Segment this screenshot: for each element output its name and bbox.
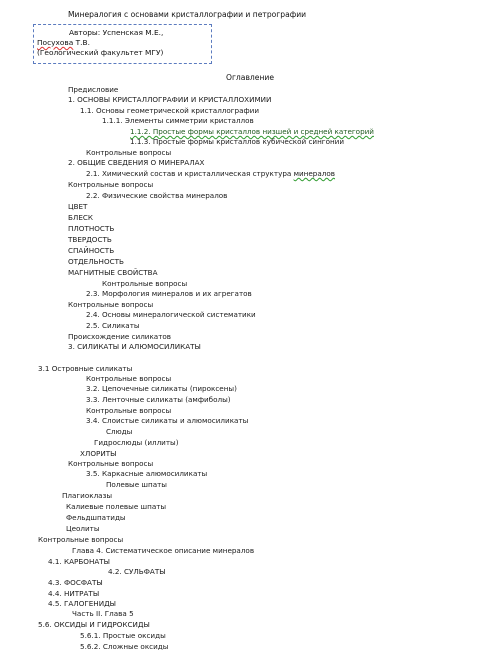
toc-entry[interactable]: 1.1.3. Простые формы кристаллов кубической сингонии (130, 137, 345, 146)
toc-entry[interactable]: 5.6.1. Простые оксиды (80, 631, 166, 640)
toc-entry[interactable]: СПАЙНОСТЬ (68, 246, 115, 255)
toc-entry[interactable]: БЛЕСК (68, 213, 93, 222)
toc-entry[interactable]: 1. ОСНОВЫ КРИСТАЛЛОГРАФИИ И КРИСТАЛЛОХИМИИ (68, 95, 272, 104)
toc-entry[interactable]: 2.2. Физические свойства минералов (86, 191, 228, 200)
toc-entry[interactable]: 5.6.2. Сложные оксиды (80, 642, 169, 651)
authors-text-box[interactable] (33, 24, 212, 64)
toc-entry[interactable]: Контрольные вопросы (86, 406, 172, 415)
toc-entry[interactable]: Фельдшпатиды (66, 513, 126, 522)
toc-entry[interactable]: Контрольные вопросы (38, 535, 124, 544)
toc-entry[interactable]: 3.3. Ленточные силикаты (амфиболы) (86, 395, 231, 404)
toc-entry[interactable]: Глава 4. Систематическое описание минералов (72, 546, 255, 555)
misspelled-author-name: Посухова (37, 38, 74, 47)
toc-entry[interactable]: Слюды (106, 427, 133, 436)
toc-entry[interactable]: Происхождение силикатов (68, 332, 172, 341)
toc-entry[interactable]: 4.2. СУЛЬФАТЫ (108, 567, 166, 576)
toc-entry[interactable]: ЦВЕТ (68, 202, 88, 211)
toc-entry[interactable]: Контрольные вопросы (68, 459, 154, 468)
toc-entry[interactable]: МАГНИТНЫЕ СВОЙСТВА (68, 268, 158, 277)
toc-entry[interactable]: Предисловие (68, 85, 119, 94)
grammar-flagged-word: минералов (293, 169, 336, 178)
authors-line: Авторы: Успенская М.Е., (69, 28, 164, 37)
toc-entry[interactable]: 4.3. ФОСФАТЫ (48, 578, 103, 587)
toc-entry[interactable]: Калиевые полевые шпаты (66, 502, 167, 511)
toc-entry[interactable]: 1.1. Основы геометрической кристаллографии (80, 106, 260, 115)
toc-entry[interactable]: ПЛОТНОСТЬ (68, 224, 115, 233)
toc-entry-grammar-flagged[interactable]: 1.1.2. Простые формы кристаллов низшей и средней категорий (130, 127, 374, 136)
toc-entry[interactable]: 2.4. Основы минералогической систематики (86, 310, 256, 319)
toc-entry[interactable]: Контрольные вопросы (68, 180, 154, 189)
toc-entry[interactable]: Часть II. Глава 5 (72, 609, 134, 618)
book-title: Минералогия с основами кристаллографии и петрографии (68, 10, 307, 19)
toc-entry[interactable]: 4.1. КАРБОНАТЫ (48, 557, 110, 566)
toc-entry[interactable]: 2.3. Морфология минералов и их агрегатов (86, 289, 252, 298)
toc-entry[interactable]: 2. ОБЩИЕ СВЕДЕНИЯ О МИНЕРАЛАХ (68, 158, 205, 167)
toc-entry[interactable]: 1.1.1. Элементы симметрии кристаллов (102, 116, 254, 125)
toc-entry[interactable]: 2.5. Силикаты (86, 321, 140, 330)
toc-entry[interactable]: 4.5. ГАЛОГЕНИДЫ (48, 599, 117, 608)
toc-entry[interactable]: Плагиоклазы (62, 491, 113, 500)
toc-entry[interactable]: Контрольные вопросы (68, 300, 154, 309)
toc-entry[interactable]: 4.4. НИТРАТЫ (48, 589, 100, 598)
toc-heading: Оглавление (225, 73, 275, 82)
author-initials: Т.В. (73, 38, 90, 47)
toc-entry[interactable]: ОТДЕЛЬНОСТЬ (68, 257, 124, 266)
toc-entry-text: 2.1. Химический состав и кристаллическая структура (86, 169, 294, 178)
toc-entry[interactable]: 3.2. Цепочечные силикаты (пироксены) (86, 384, 237, 393)
affiliation-line: (Геологический факультет МГУ) (37, 48, 164, 57)
toc-entry[interactable]: Контрольные вопросы (86, 374, 172, 383)
toc-entry[interactable]: 3. СИЛИКАТЫ И АЛЮМОСИЛИКАТЫ (68, 342, 201, 351)
toc-entry[interactable] (86, 169, 335, 178)
toc-entry[interactable]: 3.4. Слоистые силикаты и алюмосиликаты (86, 416, 249, 425)
toc-entry[interactable]: 3.5. Каркасные алюмосиликаты (86, 469, 208, 478)
toc-entry[interactable]: ТВЕРДОСТЬ (68, 235, 112, 244)
toc-entry[interactable]: Полевые шпаты (106, 480, 167, 489)
author-second-line (37, 38, 90, 48)
toc-entry[interactable]: Цеолиты (66, 524, 100, 533)
toc-entry[interactable]: ХЛОРИТЫ (80, 449, 117, 458)
toc-entry[interactable]: 5.6. ОКСИДЫ И ГИДРОКСИДЫ (38, 620, 150, 629)
toc-entry[interactable]: 3.1 Островные силикаты (38, 364, 133, 373)
toc-entry[interactable]: Контрольные вопросы (102, 279, 188, 288)
toc-entry[interactable]: Контрольные вопросы (86, 148, 172, 157)
toc-entry[interactable]: Гидрослюды (иллиты) (94, 438, 179, 447)
